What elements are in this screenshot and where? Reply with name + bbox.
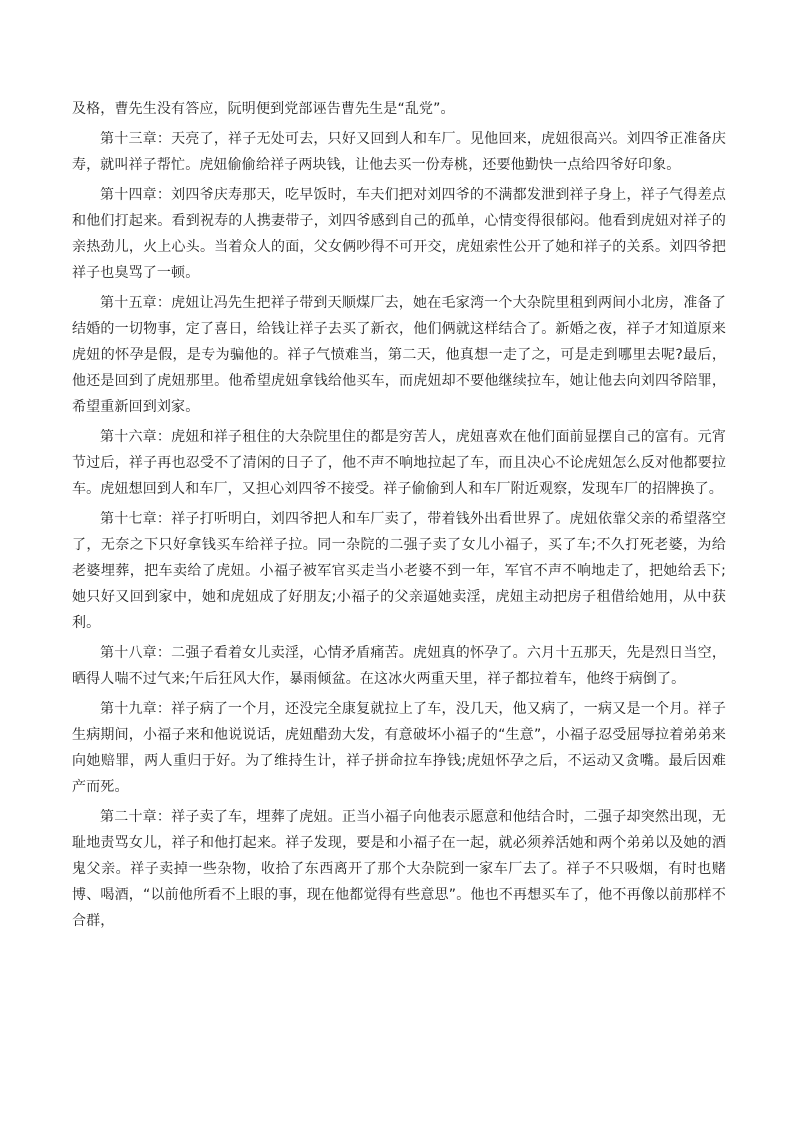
paragraph-chapter-14: 第十四章：刘四爷庆寿那天，吃早饭时，车夫们把对刘四爷的不满都发泄到祥子身上，祥子气得差点和他们打起来。看到祝寿的人携妻带子，刘四爷感到自己的孤单，心情变得很郁闷。他看到虎妞对祥子的亲热劲儿，火上心头。当着众人的面，父女俩吵得不可开交，虎妞索性公开了她和祥子的关系。刘四爷把祥子也臭骂了一顿。 [72,187,726,281]
paragraph-continuation: 及格，曹先生没有答应，阮明便到党部诬告曹先生是“乱党”。 [72,101,455,117]
paragraph-chapter-20: 第二十章：祥子卖了车，埋葬了虎妞。正当小福子向他表示愿意和他结合时，二强子却突然出现，无耻地责骂女儿，祥子和他打起来。祥子发现，要是和小福子在一起，就必须养活她和两个弟弟以及她的酒鬼父亲。祥子卖掉一些杂物，收拾了东西离开了那个大杂院到一家车厂去了。祥子不只吸烟，有时也赌博、喝酒，“以前他所看不上眼的事，现在他都觉得有些意思”。他也不再想买车了，他不再像以前那样不合群， [72,809,726,929]
paragraph-chapter-16: 第十六章：虎妞和祥子租住的大杂院里住的都是穷苦人，虎妞喜欢在他们面前显摆自己的富有。元宵节过后，祥子再也忍受不了清闲的日子了，他不声不响地拉起了车，而且决心不论虎妞怎么反对他都要拉车。虎妞想回到人和车厂，又担心刘四爷不接受。祥子偷偷到人和车厂附近观察，发现车厂的招牌换了。 [72,429,726,497]
paragraph-chapter-18: 第十八章：二强子看着女儿卖淫，心情矛盾痛苦。虎妞真的怀孕了。六月十五那天，先是烈日当空，晒得人喘不过气来;午后狂风大作，暴雨倾盆。在这冰火两重天里，祥子都拉着车，他终于病倒了。 [72,645,726,687]
paragraph-chapter-15: 第十五章：虎妞让冯先生把祥子带到天顺煤厂去，她在毛家湾一个大杂院里租到两间小北房，准备了结婚的一切物事，定了喜日，给钱让祥子去买了新衣，他们俩就这样结合了。新婚之夜，祥子才知道原来虎妞的怀孕是假，是专为骗他的。祥子气愤难当，第二天，他真想一走了之，可是走到哪里去呢?最后，他还是回到了虎妞那里。他希望虎妞拿钱给他买车，而虎妞却不要他继续拉车，她让他去向刘四爷陪罪，希望重新回到刘家。 [72,295,726,415]
document-body [72,96,726,934]
paragraph-chapter-13: 第十三章：天亮了，祥子无处可去，只好又回到人和车厂。见他回来，虎妞很高兴。刘四爷正准备庆寿，就叫祥子帮忙。虎妞偷偷给祥子两块钱，让他去买一份寿桃，还要他勤快一点给四爷好印象。 [72,131,726,173]
paragraph-chapter-17: 第十七章：祥子打听明白，刘四爷把人和车厂卖了，带着钱外出看世界了。虎妞依靠父亲的希望落空了，无奈之下只好拿钱买车给祥子拉。同一杂院的二强子卖了女儿小福子，买了车;不久打死老婆，为给老婆埋葬，把车卖给了虎妞。小福子被军官买走当小老婆不到一年，军官不声不响地走了，把她给丢下;她只好又回到家中，她和虎妞成了好朋友;小福子的父亲逼她卖淫，虎妞主动把房子租借给她用，从中获利。 [72,511,726,631]
paragraph-chapter-19: 第十九章：祥子病了一个月，还没完全康复就拉上了车，没几天，他又病了，一病又是一个月。祥子生病期间，小福子来和他说说话，虎妞醋劲大发，有意破坏小福子的“生意”，小福子忍受屈辱拉着弟弟来向她赔罪，两人重归于好。为了维持生计，祥子拼命拉车挣钱;虎妞怀孕之后，不运动又贪嘴。最后因难产而死。 [72,701,726,795]
